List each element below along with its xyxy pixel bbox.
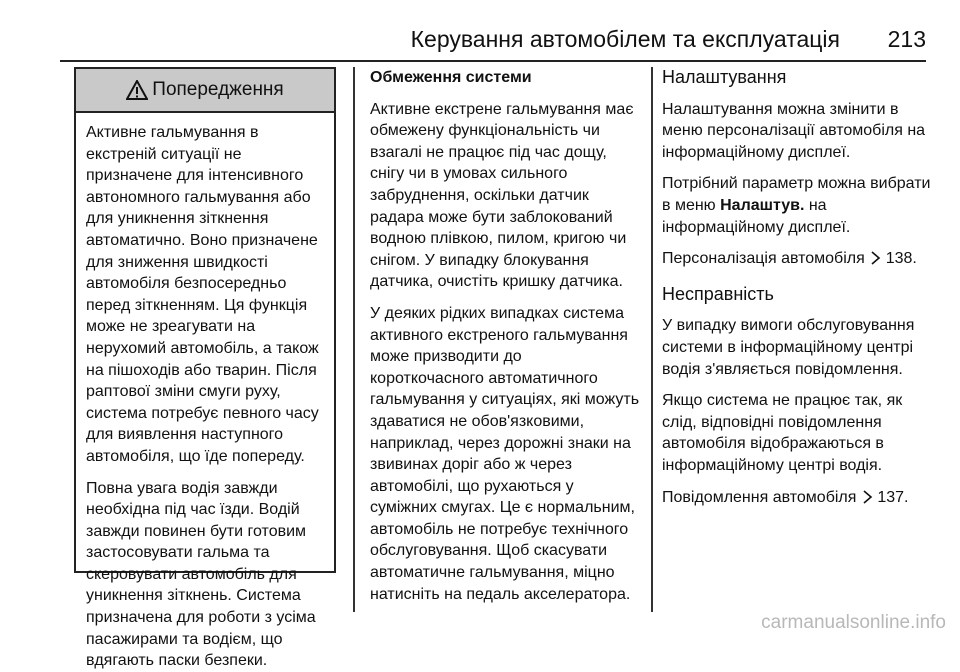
fault-paragraph-3 xyxy=(662,487,932,509)
fault-ref-page: 137. xyxy=(877,488,909,506)
warning-triangle-icon xyxy=(126,80,148,100)
column-divider-1 xyxy=(353,67,355,612)
column-divider-2 xyxy=(651,67,653,612)
page-header xyxy=(60,20,926,62)
page-ref-arrow-icon xyxy=(861,489,873,505)
limitations-paragraph-1: Активне екстрене гальмування має обмежену функціональність чи взагалі не працює під час дощу, снігу чи в умовах сильного забруднення, оскільки датчик радара може бути заблокований водною плівкою, пилом, кригою чи снігом. У випадку блокування датчика, очистіть кришку датчика. xyxy=(370,100,634,291)
fault-title: Несправність xyxy=(662,283,774,304)
settings-ref-page: 138. xyxy=(885,250,917,268)
settings-menu-name: Налаштув. xyxy=(720,196,805,214)
fault-ref-text: Повідомлення автомобіля xyxy=(662,488,857,506)
watermark: carmanualsonline.info xyxy=(761,612,946,633)
settings-p2-text: Потрібний параметр можна вибрати в меню xyxy=(662,175,931,214)
settings-paragraph-3 xyxy=(662,248,932,270)
settings-title: Налаштування xyxy=(662,67,787,87)
settings-paragraph-2 xyxy=(662,173,932,238)
warning-paragraph-2: Повна увага водія завжди необхідна під час їзди. Водій завжди повинен бути готовим застосовувати гальма та скеровувати автомобіль для уникнення зіткнень. Система призначена для роботи з усіма пасажирами та водієм, що вдягають паски безпеки. xyxy=(86,479,316,670)
warning-header xyxy=(76,69,334,113)
warning-body xyxy=(76,122,334,672)
settings-column xyxy=(662,67,932,518)
warning-title: Попередження xyxy=(152,79,284,100)
warning-paragraph-1: Активне гальмування в екстреній ситуації не призначене для інтенсивного автономного гальмування або для уникнення зіткнення автоматично. Воно призначене для зниження швидкості автомобіля безпосередньо перед зіткненням. Ця функція може не зреагувати на нерухомий автомобіль, а також на пішоходів або тварин. Після раптової зміни смуги руху, система потребує певного часу для виявлення наступного автомобіля, що їде попереду. xyxy=(86,124,319,465)
limitations-column xyxy=(370,67,640,615)
settings-ref-text: Персоналізація автомобіля xyxy=(662,250,865,268)
fault-paragraph-2: Якщо система не працює так, як слід, відповідні повідомлення автомобіля відображаються в інформаційному центрі водія. xyxy=(662,392,903,474)
warning-box xyxy=(74,67,336,670)
settings-p2-suffix: на інформаційному дисплеї. xyxy=(662,196,851,236)
limitations-paragraph-2: У деяких рідких випадках система активного екстреного гальмування може призводити до короткочасного автоматичного гальмування у ситуаціях, які можуть здаватися не обов'язковими, наприклад, через дорожні знаки на звивинах доріг або ж через автомобілі, що рухаються у суміжних смугах. Це є нормальним, автомобіль не потребує технічного обслуговування. Щоб скасувати автоматичне гальмування, міцно натисніть на педаль акселератора. xyxy=(370,304,640,603)
header-title: Керування автомобілем та експлуатація xyxy=(410,26,840,52)
limitations-subtitle: Обмеження системи xyxy=(370,69,532,86)
page-ref-arrow-icon xyxy=(869,250,881,266)
page-number: 213 xyxy=(887,26,926,52)
fault-paragraph-1: У випадку вимоги обслуговування системи в інформаційному центрі водія з'являється повідомлення. xyxy=(662,317,915,378)
settings-paragraph-1: Налаштування можна змінити в меню персоналізації автомобіля на інформаційному дисплеї. xyxy=(662,100,926,161)
